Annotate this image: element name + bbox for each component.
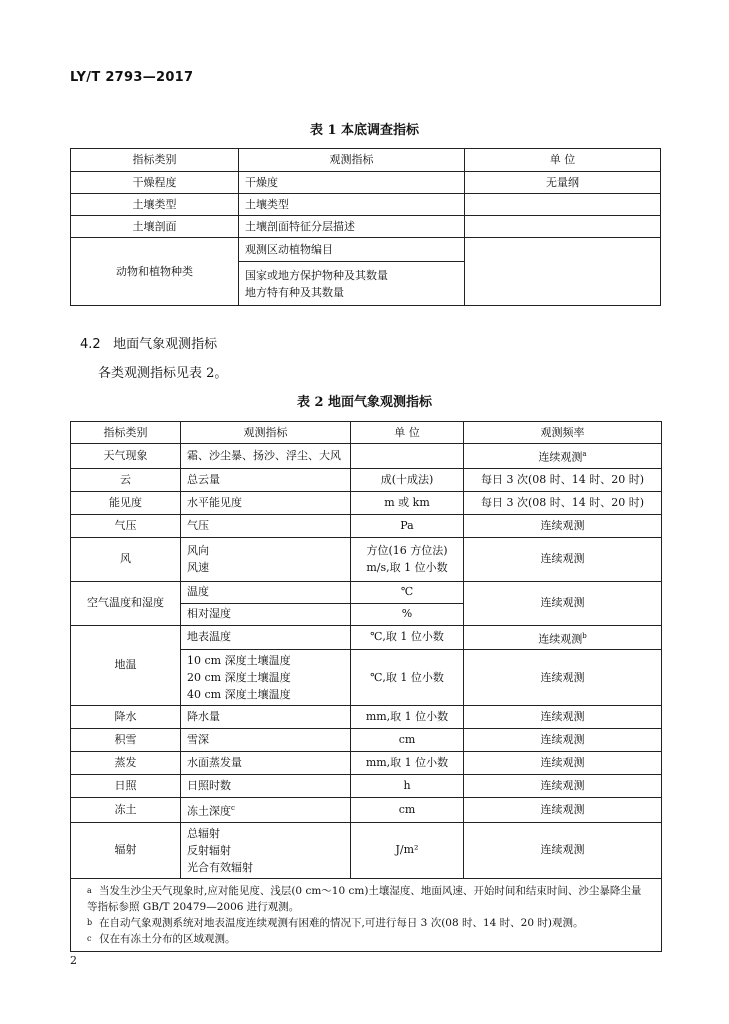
table-cell: 风 — [71, 537, 181, 581]
frequency-text: 连续观测 — [538, 450, 583, 464]
table-cell: 地表温度 — [181, 625, 351, 650]
table-cell: 动物和植物种类 — [71, 238, 239, 306]
table-cell: 辐射 — [71, 822, 181, 878]
table-cell: 连续观测 — [464, 537, 662, 581]
table2-header-frequency: 观测频率 — [464, 422, 662, 444]
table2-caption: 表 2 地面气象观测指标 — [296, 395, 433, 410]
table-cell: mm,取 1 位小数 — [351, 706, 464, 729]
table-cell: 连续观测 — [464, 706, 662, 729]
footnote-text: 仅在有冻土分布的区域观测。 — [99, 932, 236, 945]
table-cell: 降水量 — [181, 706, 351, 729]
table-cell: 成(十成法) — [351, 468, 464, 491]
table1-header-indicator: 观测指标 — [239, 149, 465, 172]
table-cell — [464, 444, 662, 469]
table-cell: 连续观测 — [464, 514, 662, 537]
footnote-mark: b — [582, 631, 587, 640]
indicator-line: 10 cm 深度土壤温度 — [187, 654, 291, 668]
table-cell: 连续观测 — [464, 729, 662, 752]
table-cell: 积雪 — [71, 729, 181, 752]
table-cell: 干燥程度 — [71, 172, 239, 194]
footnote-mark: a — [87, 885, 92, 895]
table-cell: 空气温度和湿度 — [71, 581, 181, 625]
table-cell: 土壤类型 — [239, 194, 465, 216]
table-cell: 干燥度 — [239, 172, 465, 194]
indicator-line: 风速 — [187, 561, 209, 575]
footnote-mark: b — [87, 917, 93, 927]
table-cell: 雪深 — [181, 729, 351, 752]
table-cell: 水平能见度 — [181, 491, 351, 514]
table1-header-category: 指标类别 — [71, 149, 239, 172]
table-cell — [351, 537, 464, 581]
table-cell: cm — [351, 729, 464, 752]
table-cell: cm — [351, 798, 464, 823]
table-cell — [464, 625, 662, 650]
table-cell: 总云量 — [181, 468, 351, 491]
table-cell: 气压 — [181, 514, 351, 537]
table-cell: 连续观测 — [464, 650, 662, 706]
table-cell: 气压 — [71, 514, 181, 537]
page-number: 2 — [70, 954, 77, 967]
table-cell: ℃ — [351, 581, 464, 603]
table-cell — [181, 798, 351, 823]
table-cell: h — [351, 775, 464, 798]
table-cell: 无量纲 — [465, 172, 661, 194]
table-cell — [465, 194, 661, 216]
footnote-text: 在自动气象观测系统对地表温度连续观测有困难的情况下,可进行每日 3 次(08 时、14 时、20 时)观测。 — [99, 916, 584, 929]
table2 — [70, 421, 662, 952]
table-cell: 土壤剖面 — [71, 216, 239, 238]
footnote — [87, 931, 651, 947]
table-cell: mm,取 1 位小数 — [351, 752, 464, 775]
table-cell: 土壤类型 — [71, 194, 239, 216]
table-cell: 日照时数 — [181, 775, 351, 798]
table2-header-category: 指标类别 — [71, 422, 181, 444]
indicator-line: 光合有效辐射 — [187, 860, 253, 874]
table-cell: 蒸发 — [71, 752, 181, 775]
table-cell: J/m² — [351, 822, 464, 878]
indicator-line: 40 cm 深度土壤温度 — [187, 688, 291, 702]
section-heading — [80, 333, 217, 352]
table-cell: Pa — [351, 514, 464, 537]
table-cell: 连续观测 — [464, 581, 662, 625]
table1-header-unit: 单 位 — [465, 149, 661, 172]
table-cell: 能见度 — [71, 491, 181, 514]
table-cell: 观测区动植物编目 — [239, 238, 465, 262]
section-number: 4.2 — [80, 337, 101, 352]
indicator-line: 地方特有种及其数量 — [245, 285, 344, 299]
table-cell: ℃,取 1 位小数 — [351, 650, 464, 706]
indicator-line: 总辐射 — [187, 826, 220, 840]
table-cell: m 或 km — [351, 491, 464, 514]
footnote-mark: c — [87, 933, 92, 943]
indicator-line: 国家或地方保护物种及其数量 — [245, 268, 388, 282]
table-notes — [71, 878, 662, 951]
table-cell: 每日 3 次(08 时、14 时、20 时) — [464, 491, 662, 514]
footnote-mark: a — [582, 450, 587, 458]
indicator-line: 反射辐射 — [187, 843, 231, 857]
footnote — [87, 915, 651, 931]
table-cell: 相对湿度 — [181, 603, 351, 625]
section-paragraph: 各类观测指标见表 2。 — [98, 366, 228, 381]
table-cell — [351, 444, 464, 469]
table-cell — [465, 216, 661, 238]
table-cell: 日照 — [71, 775, 181, 798]
indicator-text: 冻土深度 — [187, 804, 231, 818]
table1-caption: 表 1 本底调查指标 — [309, 123, 420, 138]
section-title: 地面气象观测指标 — [113, 337, 218, 352]
table-cell — [181, 537, 351, 581]
table1 — [70, 148, 661, 306]
table-cell: 冻土 — [71, 798, 181, 823]
table-cell — [465, 238, 661, 306]
table-cell: 水面蒸发量 — [181, 752, 351, 775]
frequency-text: 连续观测 — [538, 632, 583, 646]
table2-header-unit: 单 位 — [351, 422, 464, 444]
table-cell: 每日 3 次(08 时、14 时、20 时) — [464, 468, 662, 491]
table-cell — [239, 262, 465, 306]
table-cell — [181, 822, 351, 878]
indicator-line: 20 cm 深度土壤温度 — [187, 671, 291, 685]
table-cell: 温度 — [181, 581, 351, 603]
unit-line: m/s,取 1 位小数 — [366, 561, 448, 575]
table-cell: 连续观测 — [464, 822, 662, 878]
table-cell: ℃,取 1 位小数 — [351, 625, 464, 650]
table-cell: 土壤剖面特征分层描述 — [239, 216, 465, 238]
table-cell: 连续观测 — [464, 752, 662, 775]
footnote — [87, 883, 651, 915]
table-cell: 云 — [71, 468, 181, 491]
table-cell: 地温 — [71, 625, 181, 706]
table2-header-indicator: 观测指标 — [181, 422, 351, 444]
table-cell: 连续观测 — [464, 798, 662, 823]
footnote-mark: c — [231, 804, 235, 813]
table-cell: 连续观测 — [464, 775, 662, 798]
table-cell: % — [351, 603, 464, 625]
unit-line: 方位(16 方位法) — [366, 544, 448, 558]
footnote-text: 当发生沙尘天气现象时,应对能见度、浅层(0 cm～10 cm)土壤湿度、地面风速、开始时间和结束时间、沙尘暴降尘量等指标参照 GB/T 20479—2006 进行观测。 — [87, 884, 642, 913]
table-cell: 天气现象 — [71, 444, 181, 469]
document-code: LY/T 2793—2017 — [70, 70, 194, 85]
indicator-line: 风向 — [187, 544, 209, 558]
table-cell: 霜、沙尘暴、扬沙、浮尘、大风 — [181, 444, 351, 469]
table-cell: 降水 — [71, 706, 181, 729]
table-cell — [181, 650, 351, 706]
